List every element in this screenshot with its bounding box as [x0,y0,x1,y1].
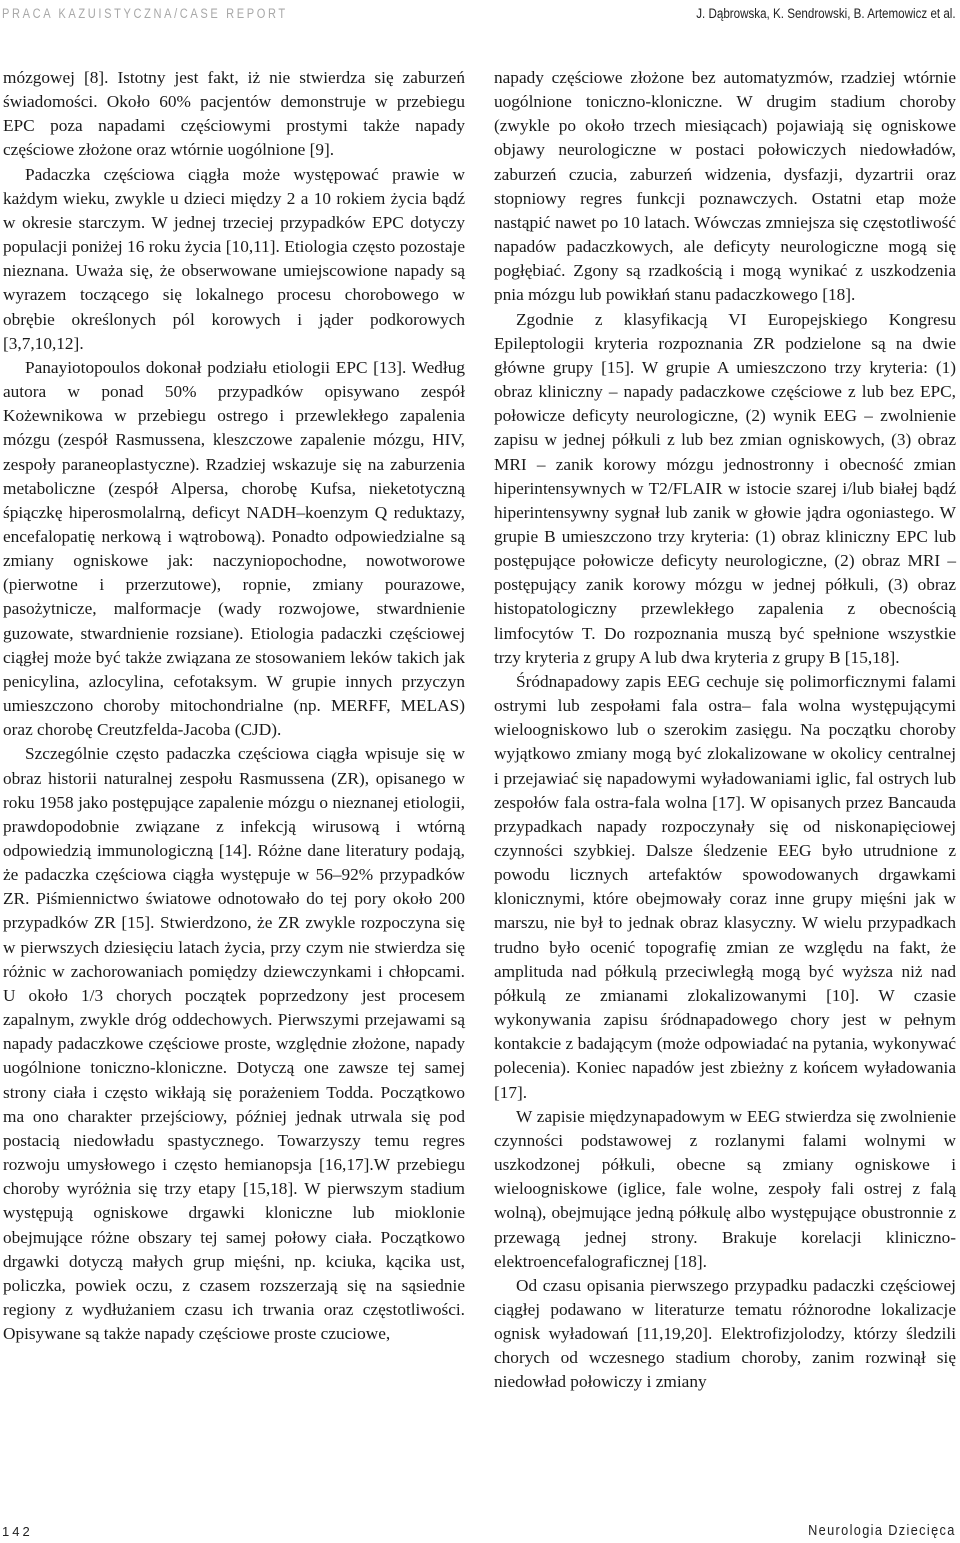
section-label: PRACA KAZUISTYCZNA/CASE REPORT [2,6,288,21]
running-footer [2,1515,956,1539]
paragraph: W zapisie międzynapadowym w EEG stwierdza się zwolnienie czynności podstawowej z rozlanymi falami wolnymi w uszkodzonej półkuli, obecne są zmiany ogniskowe i wieloogniskowe (iglice, fale wolne, zespoły fali ostrej z falą wolną), obejmujące jedną półkulę albo występujące obustronnie z przewagą jednej strony. Brakuje korelacji kliniczno-elektroencefalograficznej [18]. [494,1106,956,1271]
journal-name: Neurologia Dziecięca [808,1522,956,1539]
paragraph: Zgodnie z klasyfikacją VI Europejskiego Kongresu Epileptologii kryteria rozpoznania ZR podzielone są na dwie główne grupy [15]. W grupie A umieszczono trzy kryteria: (1) obraz kliniczny – napady padaczkowe częściowe z lub bez EPC, połowicze deficyty neurologiczne, (2) wynik EEG – zwolnienie zapisu w jednej półkuli z lub bez zmian ogniskowych, (3) obraz MRI – zanik korowy mózgu jednostronny i obecność zmian hiperintensywnych w T2/FLAIR w istocie szarej i/lub białej bądź hiperintensywny sygnał lub zanik w głowie jądra ogoniastego. W grupie B umieszczono trzy kryteria: (1) obraz kliniczny EPC lub postępujące połowicze deficyty neurologiczne, (2) obraz MRI – postępujący zanik korowy mózgu w jednej półkuli, (3) obraz histopatologiczny przewlekłego zapalenia z obecnością limfocytów T. Do rozpoznania muszą być spełnione wszystkie trzy kryteria z grupy A lub dwa kryteria z grupy B [15,18]. [494,309,956,667]
paragraph: Padaczka częściowa ciągła może występować prawie w każdym wieku, zwykle u dzieci między 2 a 10 rokiem życia bądź w okresie starczym. W jednej trzeciej przypadków EPC dotyczy populacji poniżej 16 roku życia [10,11]. Etiologia często pozostaje nieznana. Uważa się, że obserwowane umiejscowione napady są wyrazem toczącego się lokalnego procesu chorobowego w obrębie określonych pól korowych i jąder podkorowych [3,7,10,12]. [3,164,465,353]
left-column [3,66,465,1346]
running-header [2,6,956,36]
paragraph: napady częściowe złożone bez automatyzmów, rzadziej wtórnie uogólnione toniczno-kloniczne. W drugim stadium choroby (zwykle po około trzech miesiącach) pojawiają się ogniskowe objawy neurologiczne w postaci połowiczych niedowładów, zaburzeń czucia, zaburzeń widzenia, dysfazji, dyzartrii oraz stopniowy regres funkcji poznawczych. Ostatni etap może nastąpić nawet po 10 latach. Wówczas zmniejsza się częstotliwość napadów padaczkowych, ale deficyty neurologiczne mogą się pogłębiać. Zgony są rzadkością i mogą wynikać z uszkodzenia pnia mózgu lub powikłań stanu padaczkowego [18]. [494,68,956,305]
paragraph: Panayiotopoulos dokonał podziału etiologii EPC [13]. Według autora w ponad 50% przypadków opisywano zespół Kożewnikowa w przebiegu ostrego i przewlekłego zapalenia mózgu (zespół Rasmussena, kleszczowe zapalenie mózgu, HIV, zespoły paraneoplastyczne). Rzadziej wskazuje się na zaburzenia metaboliczne (zespół Alpersa, chorobę Kufsa, nieketotyczną śpiączkę hiperosmolalrną, deficyt NADH–koenzym Q reduktazy, encefalopatię nerkową i wątrobową). Ponadto odpowiedzialne są zmiany ogniskowe jak: naczyniopochodne, nowotworowe (pierwotne i przerzutowe), ropnie, zmiany pourazowe, pasożytnicze, malformacje (wady rozwojowe, stwardnienie guzowate, stwardnienie rozsiane). Etiologia padaczki częściowej ciągłej może być także związana ze stosowaniem leków takich jak penicylina, azlocylina, cefotaksym. W grupie innych przyczyn umieszczono choroby mitochondrialne (np. MERFF, MELAS) oraz chorobę Creutzfelda-Jacoba (CJD). [3,357,465,740]
right-column [494,66,956,1395]
paragraph: mózgowej [8]. Istotny jest fakt, iż nie stwierdza się zaburzeń świadomości. Około 60% pacjentów demonstruje w przebiegu EPC poza napadami częściowymi prostymi także napady częściowe złożone oraz wtórnie uogólnione [9]. [3,68,465,160]
paragraph: Szczególnie często padaczka częściowa ciągła wpisuje się w obraz historii naturalnej zespołu Rasmussena (ZR), opisanego w roku 1958 jako postępujące zapalenie mózgu o nieznanej etiologii, prawdopodobnie związane z infekcją wirusową i wtórną odpowiedzią immunologiczną [14]. Różne dane literatury podają, że padaczka częściowa ciągła występuje w 56–92% przypadków ZR. Piśmiennictwo światowe odnotowało do tej pory około 200 przypadków ZR [15]. Stwierdzono, że ZR zwykle rozpoczyna się w pierwszych dziesięciu latach życia, przy czym nie stwierdza się różnic w zachorowaniach pomiędzy dziewczynkami i chłopcami. U około 1/3 chorych początek poprzedzony jest procesem zapalnym, zwykle dróg oddechowych. Pierwszymi przejawami są napady padaczkowe częściowe proste, względnie złożone, napady uogólnione toniczno-kloniczne. Dotyczą one zawsze tej samej strony ciała i często wikłają się porażeniem Todda. Początkowo ma ono charakter przejściowy, później jednak utrwala się pod postacią niedowładu spastycznego. Towarzyszy temu regres rozwoju umysłowego i często hemianopsja [16,17].W przebiegu choroby wyróżnia się trzy etapy [15,18]. W pierwszym stadium występują ogniskowe drgawki kloniczne lub mioklonie obejmujące różne obszary tej samej połowy ciała. Początkowo drgawki dotyczą małych grup mięśni, np. kciuka, kącika ust, policzka, powiek oczu, z czasem rozszerzają się na sąsiednie regiony z wydłużaniem czasu ich trwania oraz częstotliwości. Opisywane są także napady częściowe proste czuciowe, [3,744,465,1344]
paragraph: Śródnapadowy zapis EEG cechuje się polimorficznymi falami ostrymi lub zespołami fala ostra– fala wolna występującymi wieloogniskowo lub o szerokim zasięgu. Na początku choroby wyjątkowo zmiany mogą być zlokalizowane w okolicy centralnej i przejawiać się napadowymi wyładowaniami iglic, fal ostrych lub zespołów fala ostra-fala wolna [17]. W opisanych przez Bancauda przypadkach napady rozpoczynały się od niskonapięciowej czynności szybkiej. Dalsze śledzenie EEG było utrudnione z powodu licznych artefaktów spowodowanych drgawkami klonicznymi, które obejmowały coraz inne grupy mięśni jak w marszu, nie był to jednak obraz klasyczny. W wielu przypadkach trudno było ocenić topografię zmian ze względu na fakt, że amplituda nad półkulą przeciwległą mogą być wyższa niż nad półkulą ze zmianami zlokalizowanymi [10]. W czasie wykonywania zapisu śródnapadowego chory jest w pełnym kontakcie z badającym (może odpowiadać na pytania, wykonywać polecenia). Koniec napadów jest zbieżny z końcem wyładowania [17]. [494,671,956,1102]
page-number: 142 [2,1524,33,1539]
paragraph: Od czasu opisania pierwszego przypadku padaczki częściowej ciągłej podawano w literaturze tematu różnorodne lokalizacje ognisk wyładowań [11,19,20]. Elektrofizjolodzy, którzy śledzili chorych od wczesnego stadium choroby, zanim rozwinął się niedowład połowiczy i zmiany [494,1275,956,1392]
author-line: J. Dąbrowska, K. Sendrowski, B. Artemowicz et al. [696,6,956,21]
